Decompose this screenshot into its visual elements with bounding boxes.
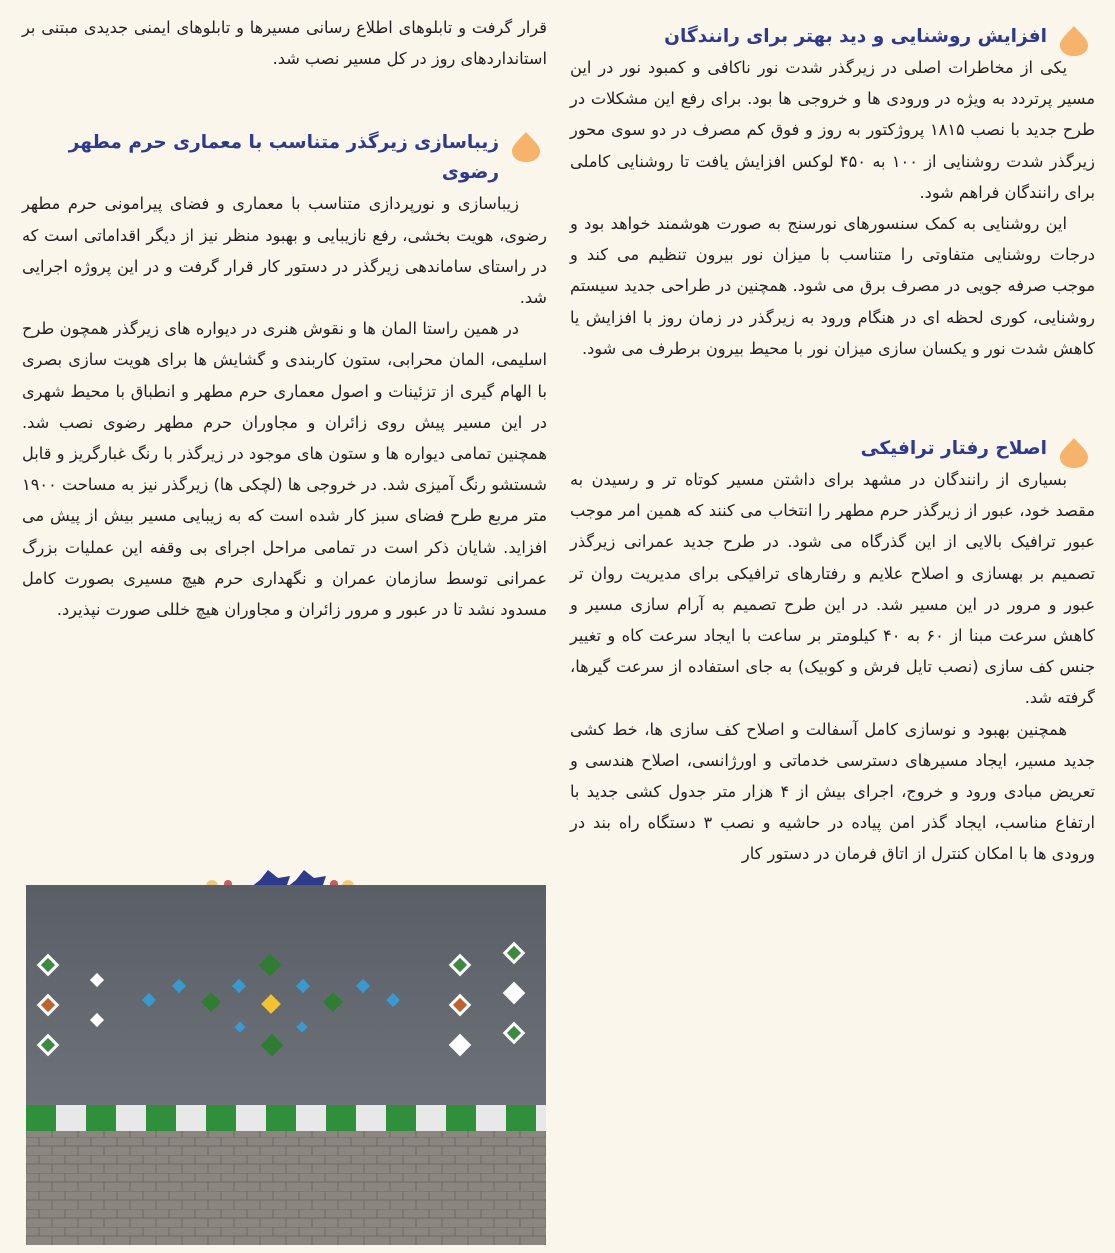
paragraph: در همین راستا المان ها و نقوش هنری در دیواره های زیرگذر همچون طرح اسلیمی، المان محرابی، ستون کاربندی و گشایش ها برای هویت سازی بصری با الهام گیری از تزئینات و اصول معماری حرم مطهر و انطباق با محیط شهری در این مسیر پیش روی زائران و مجاوران حرم مطهر رضوی نصب شد. همچنین تمامی دیواره ها و ستون های موجود در زیرگذر با رنگ غبارگریز و قابل شستشو رنگ آمیزی شد. در خروجی ها (لچکی ها) زیرگذر نیز به مساحت ۱۹۰۰ متر مربع طرح فضای سبز کار شده است که به زیبایی مسیر بیش از پیش می افزاید. شایان ذکر است در تمامی مراحل اجرای بی وقفه این عملیات بزرگ عمرانی توسط سازمان عمران و نگهداری حرم هیچ مسیری بصورت کامل مسدود نشد تا در عبور و مرور زائران و مجاوران هیچ خللی صورت نپذیرد. xyxy=(22,319,547,620)
paragraph: همچنین بهبود و نوسازی کامل آسفالت و اصلاح کف سازی ها، خط کشی جدید مسیر، ایجاد مسیرهای دسترسی خدماتی و اورژانسی، اصلاح هندسی و تعریض مبادی ورود و خروج، اجرای بیش از ۴ هزار متر جدول کشی جدید با ارتفاع مناسب، ایجاد گذر امن پیاده در حاشیه و نصب ۳ دستگاه راه بند در ورودی ها با امکان کنترل از اتاق فرمان در دستور کار xyxy=(570,719,1096,864)
section-heading-lighting: افزایش روشنایی و دید بهتر برای رانندگان xyxy=(570,22,1095,52)
drop-bullet-icon xyxy=(1057,436,1091,470)
drop-bullet-icon xyxy=(1057,24,1091,58)
paragraph: این روشنایی به کمک سنسورهای نورسنج به صورت هوشمند خواهد بود و درجات روشنایی متفاوتی را متناسب با میزان نور بیرون تنظیم می کند و موجب صرفه جویی در مصرف برق می شود. همچنین در طراحی جدید سیستم روشنایی، کوری لحظه ای در هنگام ورود به زیرگذر در زمان روز با افزایش یا کاهش شدت نور و یکسان سازی میزان نور با محیط بیرون برطرف می شود. xyxy=(570,214,1095,358)
drop-bullet-icon xyxy=(509,130,543,164)
underpass-wall-photo xyxy=(26,885,546,1245)
section-heading-traffic: اصلاح رفتار ترافیکی xyxy=(570,434,1095,464)
left-column xyxy=(22,0,547,625)
paragraph: قرار گرفت و تابلوهای اطلاع رسانی مسیرها و تابلوهای ایمنی جدیدی مبتنی بر استانداردهای روز در کل مسیر نصب شد. xyxy=(22,18,547,69)
paragraph: یکی از مخاطرات اصلی در زیرگذر شدت نور ناکافی و کمبود نور در این مسیر پرتردد به ویژه در ورودی ها و خروجی ها بود. برای رفع این مشکلات در طرح جدید با نصب ۱۸۱۵ پروژکتور به روز و فوق کم مصرف در دو سوی محور زیرگذر شدت روشنایی از ۱۰۰ به ۴۵۰ لوکس افزایش یافت تا روشنایی کاملی برای رانندگان فراهم شود. xyxy=(570,58,1096,202)
section-heading-beautification: زیباسازی زیرگذر متناسب با معماری حرم مطهر رضوی xyxy=(22,128,547,188)
right-column xyxy=(570,0,1095,870)
paragraph: زیباسازی و نورپردازی متناسب با معماری و فضای پیرامونی حرم مطهر رضوی، هویت بخشی، رفع نازیبایی و بهبود منظر نیز از دیگر اقداماتی است که در راستای ساماندهی زیرگذر در دستور کار قرار گرفت و در این پروژه اجرایی شد. xyxy=(22,194,547,308)
paragraph: بسیاری از رانندگان در مشهد برای داشتن مسیر کوتاه تر و رسیدن به مقصد خود، عبور از زیرگذر حرم مطهر را انتخاب می کنند که همین امر موجب عبور ترافیک بالایی از این گذرگاه می شود. در طرح جدید عمرانی زیرگذر تصمیم بر بهسازی و اصلاح علایم و رفتارهای ترافیکی برای مدیریت روان تر عبور و مرور در این مسیر شد. در این طرح تصمیم به آرام سازی مسیر و کاهش سرعت مبنا از ۶۰ به ۴۰ کیلومتر بر ساعت با ایجاد سرعت کاه و تغییر جنس کف سازی (نصب تایل فرش و کوبیک) به جای استفاده از سرعت گیرها، گرفته شد. xyxy=(570,470,1095,708)
